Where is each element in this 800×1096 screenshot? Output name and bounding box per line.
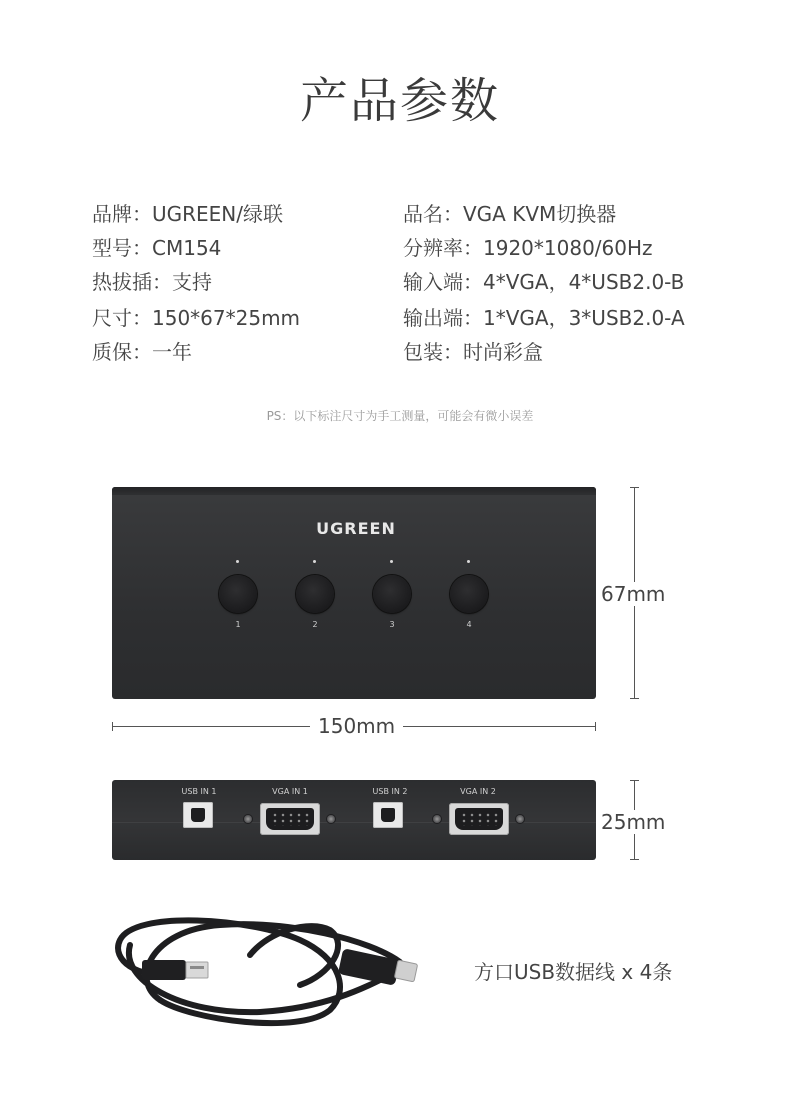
spec-hotplug: 热拔插：支持: [92, 270, 212, 294]
usb-b-port-1: [183, 802, 213, 828]
spec-model: 型号：CM154: [92, 236, 222, 260]
led-indicator: [313, 560, 316, 563]
spec-product-name: 品名：VGA KVM切换器: [403, 202, 617, 226]
vga-port-2: [449, 803, 509, 835]
led-indicator: [236, 560, 239, 563]
height-label: 67mm: [601, 582, 666, 606]
switch-button-3: [373, 575, 411, 613]
button-number: 4: [466, 620, 472, 629]
port-label: VGA IN 2: [460, 787, 496, 796]
dimension-tick: [630, 698, 639, 699]
port-label: VGA IN 1: [272, 787, 308, 796]
screw-icon: [516, 815, 524, 823]
spec-warranty: 质保：一年: [92, 340, 192, 364]
led-indicator: [467, 560, 470, 563]
spec-size: 尺寸：150*67*25mm: [92, 306, 301, 330]
button-number: 2: [312, 620, 318, 629]
led-indicator: [390, 560, 393, 563]
screw-icon: [433, 815, 441, 823]
page-title: 产品参数: [299, 73, 500, 129]
button-number: 3: [389, 620, 395, 629]
depth-label: 25mm: [601, 810, 666, 834]
usb-b-port-2: [373, 802, 403, 828]
cable-caption: 方口USB数据线 x 4条: [474, 960, 673, 984]
port-label: USB IN 2: [372, 787, 408, 796]
spec-output: 输出端：1*VGA，3*USB2.0-A: [403, 306, 685, 330]
port-label: USB IN 1: [181, 787, 217, 796]
screw-icon: [244, 815, 252, 823]
dimension-tick: [630, 859, 639, 860]
spec-package: 包装：时尚彩盒: [403, 340, 543, 364]
dimension-tick: [595, 722, 596, 731]
vga-port-1: [260, 803, 320, 835]
switch-button-2: [296, 575, 334, 613]
switch-button-1: [219, 575, 257, 613]
spec-brand: 品牌：UGREEN/绿联: [92, 202, 284, 226]
spec-input: 输入端：4*VGA，4*USB2.0-B: [403, 270, 685, 294]
button-number: 1: [235, 620, 241, 629]
measurement-note: PS：以下标注尺寸为手工测量，可能会有微小误差: [266, 409, 534, 423]
switch-button-4: [450, 575, 488, 613]
usb-cable-icon: [100, 900, 470, 1040]
brand-logo: UGREEN: [316, 519, 396, 538]
spec-resolution: 分辨率：1920*1080/60Hz: [403, 236, 653, 260]
screw-icon: [327, 815, 335, 823]
width-label: 150mm: [310, 714, 403, 738]
